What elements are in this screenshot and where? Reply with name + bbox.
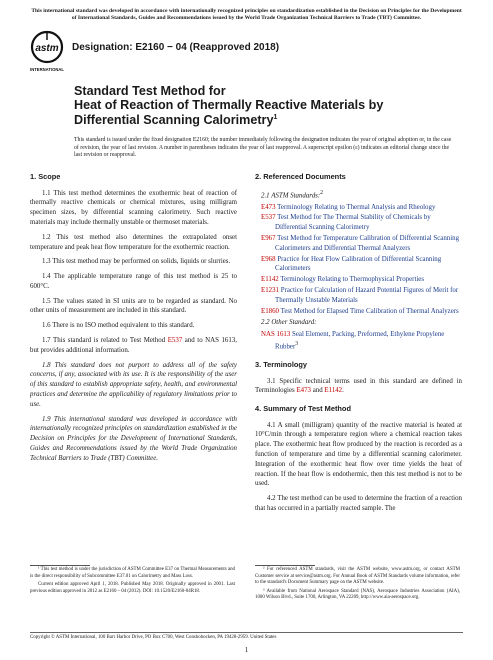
scope-1-6: 1.6 There is no ISO method equivalent to this standard.: [42, 322, 195, 330]
page-number: 1: [244, 646, 249, 654]
scope-1-2: 1.2 This test method also determines the extrapolated onset temperature and peak heat flow temperature for the exothermic reaction.: [30, 233, 237, 251]
link-e537[interactable]: E537: [167, 337, 183, 345]
scope-1-7: 1.7 This standard is related to Test Method E537 and to NAS 1613, but provides additional information.: [30, 337, 237, 354]
reference-item[interactable]: E967 Test Method for Temperature Calibration of Differential Scanning Calorimeters and Differential Thermal Analyzers: [261, 235, 460, 252]
summary-heading: 4. Summary of Test Method: [255, 404, 351, 414]
scope-1-4: 1.4 The applicable temperature range of this test method is 25 to 600°C.: [30, 273, 237, 290]
title-line-2: Heat of Reaction of Thermally Reactive Materials by: [74, 98, 384, 113]
bottom-divider: [30, 632, 463, 633]
scope-1-8: 1.8 This standard does not purport to address all of the safety concerns, if any, associated with its use. It is the responsibility of the user of this standard to establish appropriate safety, health, and environmental practices and determine the applicability of regulatory limitations prior to use.: [30, 361, 237, 408]
link-e1142[interactable]: E1142: [324, 387, 343, 395]
scope-1-1: 1.1 This test method determines the exothermic heat of reaction of thermally reactive chemicals or chemical mixtures, using milligram specimen sizes, by differential scanning calorimetry. Such reactive materials may include thermally unstable or thermoset materials.: [30, 189, 237, 226]
footnote-1-edition: Current edition approved April 1, 2018. Published May 2018. Originally approved in 2001. Last previous edition approved in 2012 as E2160 – 04 (2012). DOI: 10.1520/E2160-04R18.: [30, 582, 235, 594]
summary-4-1: 4.1 A small (milligram) quantity of the reactive material is heated at 10°C/min through a temperature region where a chemical reaction takes place. The exothermic heat flow produced by the reaction is recorded as a function of temperature and time by a differential scanning calorimeter. Integration of the exothermic heat flow over time yields the heat of reaction. If the heat flow is endothermic, then this test method is not to be used.: [255, 421, 462, 488]
footnotes-left: [30, 567, 235, 597]
reference-item[interactable]: E968 Practice for Heat Flow Calibration of Differential Scanning Calorimeters: [261, 255, 442, 273]
footnote-3: ³ Available from National Aerospace Standard (NAS), Aerospace Industries Association (AIA), 1000 Wilson Blvd., Suite 1700, Arlington, VA 22209, http://www.aia-aerospace.org.: [255, 588, 460, 601]
reference-item-nas[interactable]: NAS 1613 Seal Element, Packing, Preformed, Ethylene Propylene Rubber$^3$: [261, 331, 445, 351]
scope-1-3: 1.3 This test method may be performed on solids, liquids or slurries.: [42, 258, 231, 266]
summary-4-2: 4.2 The test method can be used to determine the fraction of a reaction that has occurred in a partially reacted sample. The: [255, 495, 462, 513]
terminology-heading: 3. Terminology: [255, 360, 308, 370]
reference-item[interactable]: E1142 Terminology Relating to Thermophysical Properties: [261, 276, 425, 284]
standards-banner: This international standard was developed in accordance with internationally recognized principles on standardization established in the Decision on Principles for the Development of International Standards, Guides and Recommendations issued by the World Trade Organization Technical Barriers to Trade (TBT) Committee.: [31, 8, 462, 21]
designation: Designation: E2160 − 04 (Reapproved 2018): [72, 42, 280, 53]
reference-list: [255, 203, 462, 317]
document-title: [74, 84, 454, 127]
title-line-3: Differential Scanning Calorimetry: [74, 112, 274, 127]
scope-heading: 1. Scope: [30, 172, 61, 181]
footnotes-right: [255, 567, 460, 604]
footnote-rule-right: [255, 565, 315, 566]
reference-item[interactable]: E537 Test Method for The Thermal Stability of Chemicals by Differential Scanning Calorimetry: [261, 214, 431, 232]
terminology-3-1: 3.1 Specific technical terms used in this standard are defined in Terminologies E473 and E1142.: [255, 377, 462, 395]
left-column: [30, 172, 237, 469]
title-line-1: Standard Test Method for: [74, 84, 226, 98]
right-column: [255, 172, 462, 519]
footnote-rule-left: [30, 565, 90, 566]
reference-item[interactable]: E473 Terminology Relating to Thermal Analysis and Rheology: [261, 203, 436, 211]
reference-item[interactable]: E1231 Practice for Calculation of Hazard Potential Figures of Merit for Thermally Unstable Materials: [261, 286, 459, 304]
footnote-2: ² For referenced ASTM standards, visit the ASTM website, www.astm.org, or contact ASTM Customer service at service@astm.org. For Annual Book of ASTM Standards volume information, refer to the standard's Document Summary page on the ASTM website.: [255, 567, 460, 586]
issuance-note: This standard is issued under the fixed designation E2160; the number immediately following the designation indicates the year of original adoption or, in the case of revision, the year of last revision. A number in parentheses indicates the year of last reapproval. A superscript epsilon (ε) indicates an editorial change since the last revision or reapproval.: [74, 137, 452, 159]
link-e473[interactable]: E473: [296, 387, 311, 395]
logo-text: INTERNATIONAL: [30, 67, 64, 72]
other-standard-label: 2.2 Other Standard:: [261, 319, 317, 327]
reference-item[interactable]: E1860 Test Method for Elapsed Time Calibration of Thermal Analyzers: [261, 307, 459, 315]
astm-standards-label: 2.1 ASTM Standards:$^2$: [261, 189, 324, 199]
footnote-3-marker[interactable]: 3: [295, 340, 299, 347]
footnote-1: ¹ This test method is under the jurisdiction of ASTM Committee E37 on Thermal Measurements and is the direct responsibility of Subcommittee E37.01 on Calorimetry and Mass Loss.: [30, 567, 235, 579]
title-footnote-marker[interactable]: 1: [273, 113, 278, 121]
referenced-documents-heading: 2. Referenced Documents: [255, 172, 346, 181]
svg-text:astm: astm: [35, 43, 59, 54]
copyright-line: Copyright © ASTM International, 100 Barr Harbor Drive, PO Box C700, West Conshohocken, PA 19428-2959. United States: [30, 635, 277, 640]
footnote-2-marker[interactable]: 2: [320, 189, 324, 196]
astm-logo: [30, 30, 64, 74]
scope-1-5: 1.5 The values stated in SI units are to be regarded as standard. No other units of measurement are included in this standard.: [30, 297, 237, 315]
scope-1-9: 1.9 This international standard was developed in accordance with internationally recognized principles on standardization established in the Decision on Principles for the Development of International Standards, Guides and Recommendations issued by the World Trade Organization Technical Barriers to Trade (TBT) Committee.: [30, 415, 237, 462]
